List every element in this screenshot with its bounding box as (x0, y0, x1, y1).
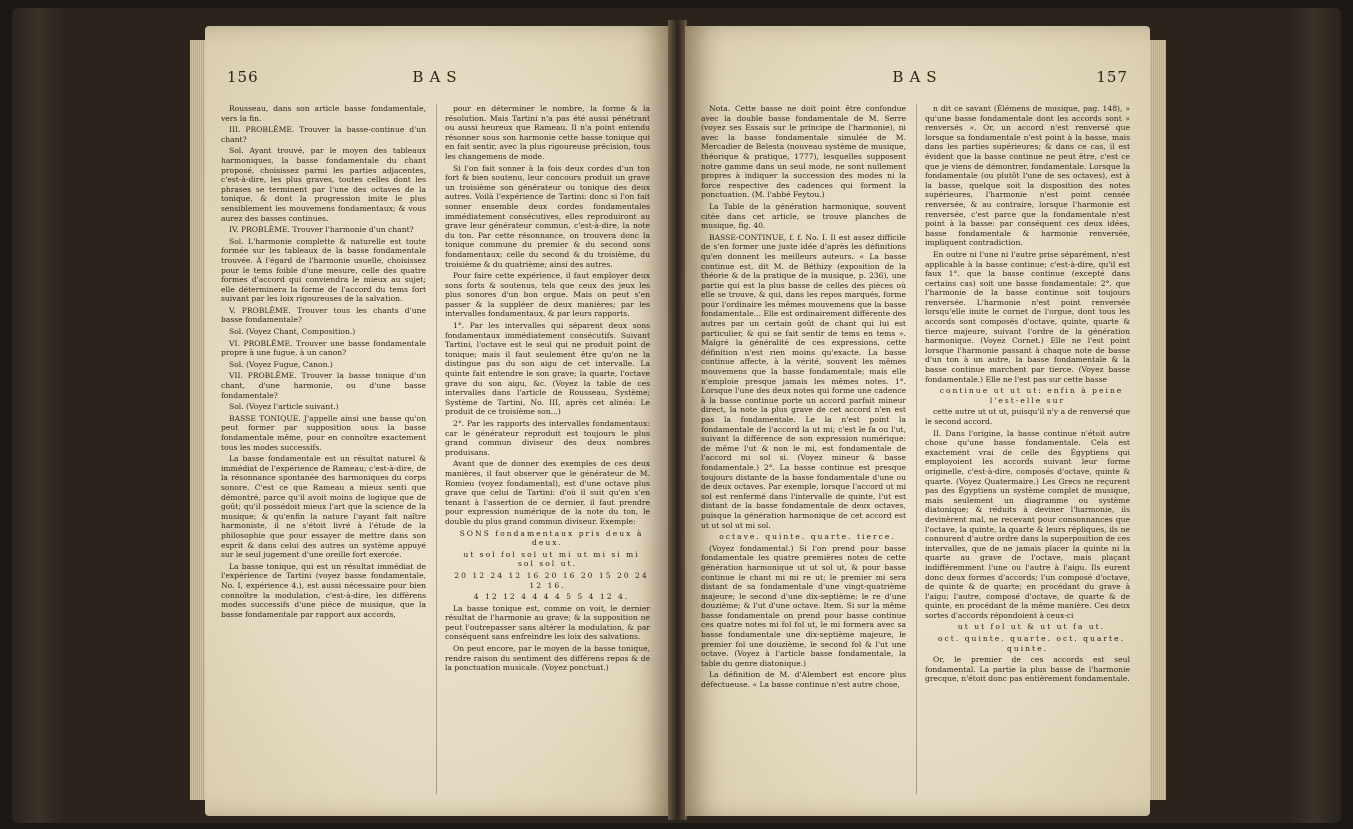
left-column-1 (221, 104, 426, 804)
paragraph: Sol. (Voyez Fugue, Canon.) (229, 359, 333, 369)
paragraph: Sol. (Voyez Chant, Composition.) (229, 327, 356, 337)
paragraph: La Table de la génération harmonique, souvent citée dans cet article, se trouve planches de musique, fig. 40. (701, 201, 906, 231)
paragraph: III. PROBLÊME. Trouver la basse-continue d'un chant? (221, 125, 426, 144)
right-page-header (707, 68, 1128, 94)
paragraph: 2°. Par les rapports des intervalles fondamentaux: car le générateur reproduit est toujours le plus grand commun diviseur des deux nombres produisans. (445, 419, 650, 457)
page-edges-right (1150, 40, 1166, 800)
notation-line: ut ut fol ut & ut ut fa ut. (957, 622, 1106, 632)
paragraph: 1°. Par les intervalles qui séparent deux sons fondamentaux immédiatement consécutifs. Suivant Tartini, l'octave est le seul qui ne produit point de tonique; mais il faut seulement être qu'on ne la distingue pas du son aigu de cet intervalle. La quinte fait entendre le son grave; la quarte, l'octave grave du son aigu, &c. (Voyez la table de ces intervalles dans l'article de Rousseau, Système; Système de Tartini, No. III, après cet alinéa: Le produit de ce troisième son...) (445, 321, 650, 417)
column-divider (916, 104, 917, 794)
paragraph: Sol. L'harmonie complette & naturelle est toute formée sur les tableaux de la basse fondamentale trouvée. À l'égard de l'harmonie usuelle, choisissez pour le tems foible d'une mesure, celle des quatre formes d'accord qui conviendra le mieux au sujet; elle déterminera la forme de l'accord du tems fort suivant par les loix rigoureuses de la salvation. (221, 236, 426, 304)
paragraph: La basse tonique, qui est un résultat immédiat de l'expérience de Tartini (voyez basse fondamentale, No. I, expérience 4.), est aussi nécessaire pour bien connoître la modulation, c'est-à-dire, les différens modes successifs d'une pièce de musique, que la basse fondamentale par rapport aux accords, (221, 561, 426, 619)
paragraph: Or, le premier de ces accords est seul fondamental. La partie la plus basse de l'harmonie grecque, n'étoit donc pas entièrement fondamentale. (925, 655, 1130, 684)
right-column-2 (925, 104, 1130, 804)
paragraph: Pour faire cette expérience, il faut employer deux sons forts & soutenus, tels que ceux des jeux les plus sonores d'un bon orgue. Mais on peut s'en passer & la suppléer de deux manières; par les intervalles fondamentaux, & par leurs rapports. (445, 271, 650, 319)
table-row-notes: ut sol fol sol ut mi ut mi si mi sol sol ut. (463, 549, 640, 569)
right-running-head: BAS (892, 68, 943, 86)
paragraph: cette autre ut ut ut, puisqu'il n'y a de renversé que le second accord. (925, 407, 1130, 426)
left-page (205, 26, 670, 816)
interval-labels: octave. quinte. quarte. tierce. (719, 532, 896, 542)
paragraph: Sol. Ayant trouvé, par le moyen des tableaux harmoniques, la basse fondamentale du chant proposé, choisissez parmi les parties adjacentes, c'est-à-dire, les plus graves, toutes celles dont les phrases se terminent par l'une des octaves de la tonique, & dont la progression imite le plus sensiblement les mouvemens fondamentaux; & vous aurez des basses continues. (221, 146, 426, 223)
table-heading: SONS fondamentaux pris deux à deux. (459, 528, 644, 548)
paragraph: VII. PROBLÊME. Trouver la basse tonique d'un chant, d'une harmonie, ou d'une basse fondamentale? (221, 371, 426, 400)
table-row-divisors: 4 12 12 4 4 4 4 5 5 4 12 4. (473, 592, 630, 602)
paragraph: Avant que de donner des exemples de ces deux manières, il faut observer que le générateur de M. Romieu (voyez fondamental), est d'une octave plus grave que celui de Tartini: d'où il suit qu'en s'en tenant à l'assertion de ce dernier, il faut prendre pour expression numérique de la note du ton, le double du plus grand commun diviseur. Exemple: (445, 459, 650, 526)
paragraph: Rousseau, dans son article basse fondamentale, vers la fin. (221, 104, 426, 123)
paragraph: On peut encore, par le moyen de la basse tonique, rendre raison du sentiment des différens repos & de la ponctuation musicale. (Voyez ponctuat.) (445, 644, 650, 673)
left-running-head: BAS (412, 68, 463, 86)
paragraph: La basse fondamentale est un résultat naturel & immédiat de l'expérience de Rameau; c'est-à-dire, de la résonnance spontanée des harmoniques du corps sonore. C'est ce que Rameau a mieux senti que démontré, parce qu'il avoit moins de logique que de goût; qu'il possédoit mieux l'art que la science de la musique; & qu'enfin la nature l'ayant fait naître harmoniste, il ne s'étoit livré à l'étude de la philosophie que pour essayer de mettre dans son esprit & dans celui des autres un système appuyé sur le seul jugement d'une oreille fort exercée. (221, 454, 426, 560)
paragraph: En outre ni l'une ni l'autre prise séparément, n'est applicable à la basse continue; c'est-à-dire, qu'il est faux 1°. que la basse continue (excepté dans certains cas) soit une basse fondamentale: 2°. que l'harmonie de la basse continue soit toujours renversée. L'harmonie n'est point renversée lorsqu'elle imite le cornet de l'orgue, dont tous les accords sont composés d'octave, quinte, quarte & tierce majeure, suivant l'ordre de la génération harmonique. (Voyez Cornet.) Elle ne l'est point lorsque l'harmonie passant à chaque note de basse d'un ton à un autre, la basse fondamentale & la basse continue marchent par tierce. (Voyez basse fondamentale.) Elle ne l'est pas sur cette basse (925, 249, 1130, 384)
page-edges-left (190, 40, 206, 800)
paragraph: II. Dans l'origine, la basse continue n'étoit autre chose qu'une basse fondamentale. Cela est exactement vrai de celle des Égyptiens qui employoient les accords suivant leur forme originelle, c'est-à-dire, composés d'octave, quinte & quarte. (Voyez Quatermaire.) Les Grecs ne reçurent pas des Égyptiens un système complet de musique, mais seulement un diagramme ou système diatonique; & réduits à deviner l'harmonie, ils devinèrent mal, ne recevant pour consonnances que l'octave, la quinte, la quarte & leurs répliques, ils ne connurent d'autre ordre dans la superposition de ces intervalles, que de ne jamais placer la quinte ni la quarte au grave de l'octave, mais plaçant indifféremment l'une ou l'autre à l'aigu. Ils eurent donc deux formes d'accords; l'un composé d'octave, de quinte & de quarte; en procédant du grave à l'aigu; l'autre, composé d'octave, de quarte & de quinte, en procédant de la même manière. Ces deux sortes d'accords répondoient à ceux-ci (925, 428, 1130, 620)
paragraph: VI. PROBLÊME. Trouver une basse fondamentale propre à une fugue, à un canon? (221, 338, 426, 358)
paragraph: BASSE-CONTINUE, f. f. No. I. Il est assez difficile de s'en former une juste idée d'après les définitions qu'en donnent les meilleurs auteurs. « La basse continue est, dit M. de Béthizy (exposition de la théorie & de la pratique de la musique, p. 236), une partie qui est la plus basse de celles des pièces où elle se trouve, & qui, dans les repos marqués, forme pour l'ordinaire les mêmes mouvemens que la basse fondamentale... Elle est ordinairement différente des autres par un certain goût de chant qui lui est particulier, & qui se fait sentir de tems en tems ». Malgré la généralité de ces expressions, cette définition n'est rien moins qu'exacte. La basse continue affecte, à la vérité, souvent les mêmes mouvemens que la basse fondamentale; mais elle n'emploie presque jamais les mêmes notes. 1°. Lorsque l'une des deux notes qui forme une cadence à la basse continue porte un accord parfait mineur direct, la note la plus grave de cet accord n'en est pas la fondamentale. Le la n'est point la fondamentale de l'accord la ut mi; c'est le fa ou l'ut, suivant la différence de son expression numérique: de même l'ut & non le mi, est fondamentale de l'accord mi sol si. (Voyez mineur & basse fondamentale.) 2°. La basse continue est presque toujours distante de la basse fondamentale d'une ou de deux octaves. Par exemple, lorsque l'accord ut mi sol est renfermé dans l'intervalle de quinte, l'ut est distant de la basse fondamentale de deux octaves, puisque la génération harmonique de cet accord est ut ut sol ut mi sol. (701, 232, 906, 530)
paragraph: La basse tonique est, comme on voit, le dernier résultat de l'harmonie au grave; & la supposition ne peut l'outrepasser sans altérer la modulation, & par conséquent sans enfreindre les loix des salvations. (445, 603, 650, 642)
paragraph: n dit ce savant (Élémens de musique, pag. 148), » qu'une basse fondamentale dont les accords sont » renversés ». Or, un accord n'est renversé que lorsque sa fondamentale n'est point à la basse, mais dans les parties supérieures; & dans ce cas, il est évident que la basse continue ne peut être, c'est ce que je viens de démontrer, fondamentale. Lorsque la fondamentale (ou plutôt l'une de ses octaves), est à la basse, quelque soit la disposition des notes supérieures, l'harmonie n'est point censée renversée, & au contraire, lorsque l'harmonie est renversée, c'est parce que la fondamentale n'est point à la basse: par conséquent ces deux idées, basse fondamentale & harmonie renversée, impliquent contradiction. (925, 104, 1130, 248)
notation-line: continue ut ut ut: enfin à peine l'est-elle sur (939, 386, 1124, 405)
left-page-header (227, 68, 648, 94)
paragraph: IV. PROBLÊME. Trouver l'harmonie d'un chant? (229, 225, 414, 235)
interval-labels: oct. quinte. quarte. oct. quarte. quinte. (937, 634, 1125, 653)
right-page-number: 157 (1096, 68, 1128, 86)
paragraph: Nota. Cette basse ne doit point être confondue avec la double basse fondamentale de M. Serre (voyez ses Essais sur le principe de l'harmonie), ni avec la basse fondamentale simulée de M. Mercadier de Belesta (nouveau système de musique, théorique & pratique, 1777), lesquelles supposent notre gamme dans un seul mode, ne sont nullement propres à indiquer la succession des modes ni la force respective des cadences qui forment la ponctuation. (M. l'abbé Feytou.) (701, 104, 906, 200)
left-column-2 (445, 104, 650, 804)
right-page (685, 26, 1150, 816)
right-column-1 (701, 104, 906, 804)
paragraph: pour en déterminer le nombre, la forme & la résolution. Mais Tartini n'a pas été aussi pénétrant ou aussi heureux que Rameau. Il n'a point entendu résonner sous son harmonie cette basse tonique qui en fait sentir, avec la plus rigoureuse précision, tous les changemens de mode. (445, 104, 650, 161)
paragraph: V. PROBLÊME. Trouver tous les chants d'une basse fondamentale? (221, 305, 426, 325)
paragraph: (Voyez fondamental.) Si l'on prend pour basse fondamentale les quatre premières notes de cette génération harmonique ut ut sol ut, & pour basse continue le chant mi mi re ut; le premier mi sera distant de sa fondamentale d'une vingt-quatrième majeure; le second d'une dix-septième; le re d'une douzième; & l'ut d'une octave. Item. Si sur la même basse fondamentale on prend pour basse continue ces quatre notes mi fol fol ut, le mi formera avec sa basse fondamentale une dix-septième majeure, le premier fol une douzième, le second fol & l'ut une octave. (Voyez à l'article basse fondamentale, la table du genre diatonique.) (701, 543, 906, 668)
paragraph: Sol. (Voyez l'article suivant.) (229, 402, 339, 412)
column-divider (436, 104, 437, 794)
paragraph: Si l'on fait sonner à la fois deux cordes d'un ton fort & bien soutenu, leur concours produit un grave un troisième son générateur ou tonique des deux autres. Voilà l'expérience de Tartini: donc si l'on fait sonner ensemble deux cordes fondamentales immédiatement consécutives, elles reproduiront au grave leur générateur commun, c'est-à-dire, la note du ton. Par cette résonnance, on trouvera donc la tonique commune du premier & du second sons fondamentaux; celle du second & du troisième, du troisième & du quatrième; ainsi des autres. (445, 163, 650, 269)
left-page-number: 156 (227, 68, 259, 86)
paragraph: BASSE TONIQUE. J'appelle ainsi une basse qu'on peut former par supposition sous la basse fondamentale même, pour en connoître exactement tous les modes successifs. (221, 413, 426, 452)
paragraph: La définition de M. d'Alembert est encore plus défectueuse. « La basse continue n'est autre chose, (701, 670, 906, 690)
table-row-numbers: 20 12 24 12 16 20 16 20 15 20 24 12 16. (454, 570, 649, 590)
